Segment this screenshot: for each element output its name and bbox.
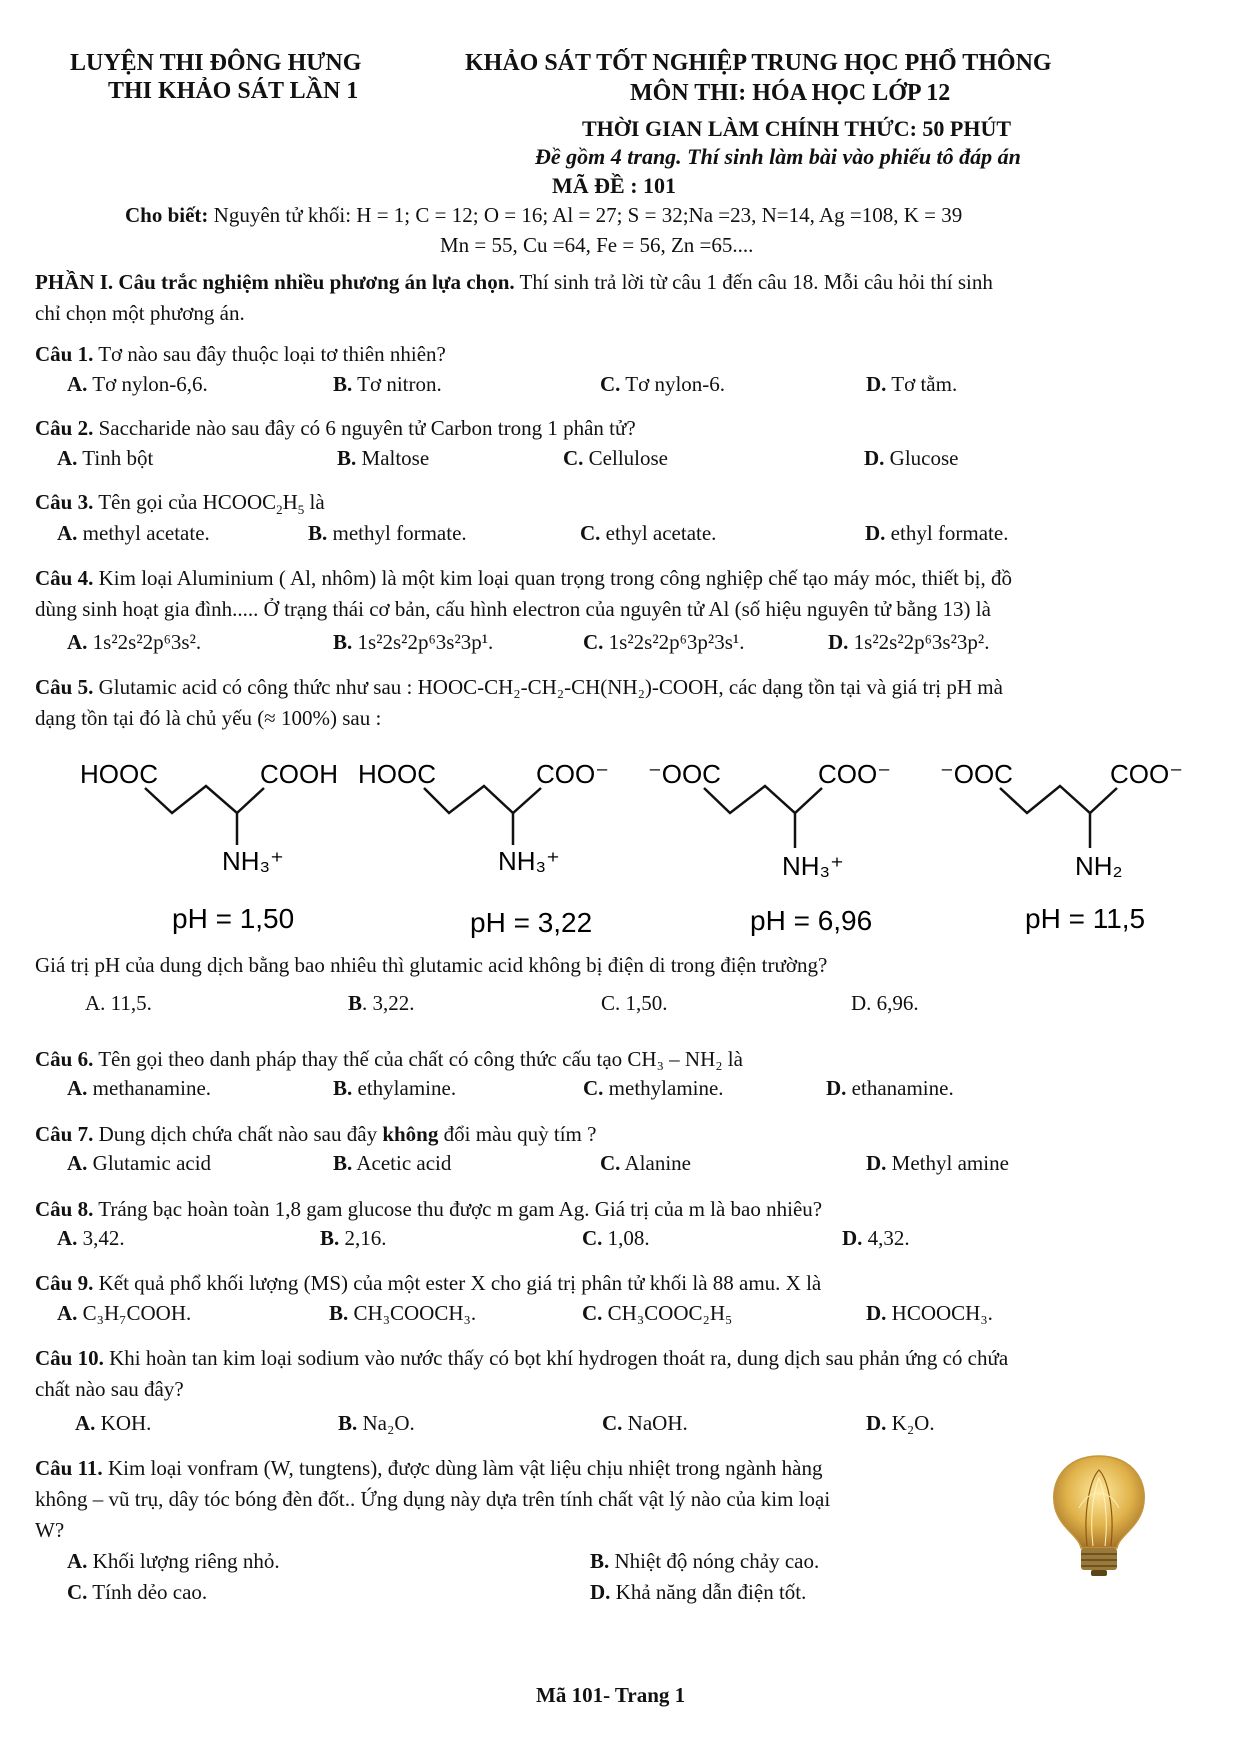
question-1 [35, 339, 1210, 370]
q8-text: Tráng bạc hoàn toàn 1,8 gam glucose thu được m gam Ag. Giá trị của m là bao nhiêu? [93, 1197, 823, 1221]
q8-option-c[interactable]: C. 1,08. [582, 1226, 650, 1250]
part-1-intro [35, 267, 1210, 329]
structure-ph-3-22 [424, 786, 541, 845]
q10-option-c[interactable]: C. NaOH. [602, 1411, 688, 1435]
question-4 [35, 563, 1210, 625]
q4-option-b[interactable]: B. 1s²2s²2p⁶3s²3p¹. [333, 630, 494, 654]
q11-option-b[interactable]: B. Nhiệt độ nóng chảy cao. [590, 1549, 820, 1573]
q2-option-b[interactable]: B. Maltose [337, 446, 430, 470]
q9-label: Câu 9. [35, 1271, 94, 1295]
q5-text-1: Glutamic acid có công thức như sau : HOOC-CH₂-CH₂-CH(NH₂)-COOH, các dạng tồn tại và giá trị pH mà [93, 675, 1003, 699]
structure-2-left-group: HOOC [358, 759, 436, 789]
q4-label: Câu 4. [35, 566, 94, 590]
structure-3-right-group: COO⁻ [818, 759, 891, 789]
q7-option-b[interactable]: B. Acetic acid [333, 1151, 452, 1175]
q2-option-d[interactable]: D. Glucose [864, 446, 959, 470]
q8-option-d[interactable]: D. 4,32. [842, 1226, 910, 1250]
q1-label: Câu 1. [35, 342, 94, 366]
structure-3-chain [704, 786, 822, 813]
exam-round: THI KHẢO SÁT LẦN 1 [108, 78, 359, 104]
q11-text-2: không – vũ trụ, dây tóc bóng đèn đốt.. Ứng dụng này dựa trên tính chất vật lý nào của kim loại [35, 1487, 831, 1511]
q10-label: Câu 10. [35, 1346, 104, 1370]
q6-option-a[interactable]: A. methanamine. [67, 1076, 212, 1100]
q3-option-c[interactable]: C. ethyl acetate. [580, 521, 717, 545]
structure-2-amine: NH₃⁺ [498, 846, 560, 876]
q3-text: Tên gọi của HCOOC [93, 490, 277, 514]
q3-option-d[interactable]: D. ethyl formate. [865, 521, 1009, 545]
q9-option-d[interactable]: D. HCOOCH₃. [866, 1301, 993, 1325]
question-2 [35, 413, 1210, 444]
q5-question: Giá trị pH của dung dịch bằng bao nhiêu thì glutamic acid không bị điện di trong điện trường? [35, 953, 828, 977]
structure-3-ph: pH = 6,96 [750, 905, 873, 936]
q5-option-d[interactable]: D. 6,96. [851, 991, 919, 1015]
q4-option-a[interactable]: A. 1s²2s²2p⁶3s². [67, 630, 202, 654]
given-line-1 [125, 203, 962, 228]
q3-option-b[interactable]: B. methyl formate. [308, 521, 467, 545]
q4-text-2: dùng sinh hoạt gia đình..... Ở trạng thái cơ bản, cấu hình electron của nguyên tử Al (số hiệu nguyên tử bằng 13) là [35, 597, 991, 621]
structure-ph-6-96 [704, 786, 822, 848]
q11-text-3: W? [35, 1518, 65, 1542]
q6-option-b[interactable]: B. ethylamine. [333, 1076, 457, 1100]
q10-option-b[interactable]: B. Na₂O. [338, 1411, 415, 1435]
structure-1-left-group: HOOC [80, 759, 158, 789]
part-1-text: Thí sinh trả lời từ câu 1 đến câu 18. Mỗi câu hỏi thí sinh [514, 270, 993, 294]
q7-label: Câu 7. [35, 1122, 94, 1146]
q6-text: Tên gọi theo danh pháp thay thế của chất có công thức cấu tạo CH₃ – NH₂ là [93, 1047, 743, 1071]
structure-ph-1-50 [145, 786, 264, 845]
q4-text-1: Kim loại Aluminium ( Al, nhôm) là một kim loại quan trọng trong công nghiệp chế tạo máy móc, thiết bị, đồ [93, 566, 1012, 590]
structure-2-ph: pH = 3,22 [470, 907, 593, 938]
given-label: Cho biết: [125, 203, 209, 227]
q1-option-d[interactable]: D. Tơ tằm. [866, 372, 958, 396]
subject-title: MÔN THI: HÓA HỌC LỚP 12 [630, 80, 951, 106]
question-11 [35, 1453, 995, 1546]
q5-option-c[interactable]: C. 1,50. [601, 991, 668, 1015]
q5-label: Câu 5. [35, 675, 94, 699]
q7-option-d[interactable]: D. Methyl amine [866, 1151, 1009, 1175]
q11-option-d[interactable]: D. Khả năng dẫn điện tốt. [590, 1580, 807, 1604]
exam-note: Đề gồm 4 trang. Thí sinh làm bài vào phiếu tô đáp án [535, 144, 1021, 169]
q11-text-1: Kim loại vonfram (W, tungtens), được dùng làm vật liệu chịu nhiệt trong ngành hàng [102, 1456, 823, 1480]
q3-label: Câu 3. [35, 490, 94, 514]
q3-option-a[interactable]: A. methyl acetate. [57, 521, 210, 545]
time-limit: THỜI GIAN LÀM CHÍNH THỨC: 50 PHÚT [582, 116, 1012, 141]
q8-option-b[interactable]: B. 2,16. [320, 1226, 387, 1250]
q10-text-1: Khi hoàn tan kim loại sodium vào nước thấy có bọt khí hydrogen thoát ra, dung dịch sau phản ứng có chứa [103, 1346, 1009, 1370]
q1-option-c[interactable]: C. Tơ nylon-6. [600, 372, 726, 396]
exam-code: MÃ ĐỀ : 101 [552, 173, 677, 198]
question-6 [35, 1044, 1210, 1075]
q6-label: Câu 6. [35, 1047, 94, 1071]
q7-option-a[interactable]: A. Glutamic acid [67, 1151, 212, 1175]
q7-emphasis: không [382, 1122, 439, 1146]
q11-option-a[interactable]: A. Khối lượng riêng nhỏ. [67, 1549, 280, 1573]
light-bulb-icon [1035, 1448, 1163, 1578]
given-line-2: Mn = 55, Cu =64, Fe = 56, Zn =65.... [440, 233, 754, 257]
q2-option-c[interactable]: C. Cellulose [563, 446, 668, 470]
q5-option-b[interactable]: B. 3,22. [348, 991, 415, 1015]
structure-1-right-group: COOH [260, 759, 338, 789]
q1-option-a[interactable]: A. Tơ nylon-6,6. [67, 372, 208, 396]
q2-text: Saccharide nào sau đây có 6 nguyên tử Carbon trong 1 phân tử? [93, 416, 636, 440]
q6-option-d[interactable]: D. ethanamine. [826, 1076, 954, 1100]
q9-option-b[interactable]: B. CH₃COOCH₃. [329, 1301, 477, 1325]
q7-option-c[interactable]: C. Alanine [600, 1151, 691, 1175]
part-1-text-2: chỉ chọn một phương án. [35, 301, 245, 325]
structure-1-amine: NH₃⁺ [222, 846, 284, 876]
question-3: Câu 3. Tên gọi của $HCOOC_2H_5$ là [35, 490, 325, 518]
q10-text-2: chất nào sau đây? [35, 1377, 184, 1401]
structure-3-left-group: ⁻OOC [648, 759, 721, 789]
structure-1-chain [145, 786, 264, 813]
q8-option-a[interactable]: A. 3,42. [57, 1226, 125, 1250]
q5-text-2: dạng tồn tại đó là chủ yếu (≈ 100%) sau : [35, 706, 382, 730]
q10-option-a[interactable]: A. KOH. [75, 1411, 152, 1435]
q4-option-d[interactable]: D. 1s²2s²2p⁶3s²3p². [828, 630, 990, 654]
page-footer: Mã 101- Trang 1 [536, 1683, 686, 1707]
question-8 [35, 1194, 1210, 1225]
exam-title: KHẢO SÁT TỐT NGHIỆP TRUNG HỌC PHỔ THÔNG [465, 50, 1052, 76]
structure-3-amine: NH₃⁺ [782, 851, 844, 881]
q1-option-b[interactable]: B. Tơ nitron. [333, 372, 442, 396]
q8-label: Câu 8. [35, 1197, 94, 1221]
q11-option-c[interactable]: C. Tính dẻo cao. [67, 1580, 208, 1604]
q5-option-a[interactable]: A. 11,5. [85, 991, 152, 1015]
structure-4-right-group: COO⁻ [1110, 759, 1183, 789]
question-5 [35, 672, 1210, 734]
q11-label: Câu 11. [35, 1456, 103, 1480]
structure-4-left-group: ⁻OOC [940, 759, 1013, 789]
q7-text-1: Dung dịch chứa chất nào sau đây [93, 1122, 383, 1146]
structure-4-ph: pH = 11,5 [1025, 903, 1146, 934]
q1-text: Tơ nào sau đây thuộc loại tơ thiên nhiên? [93, 342, 446, 366]
q9-option-a[interactable]: A. C₃H₇COOH. [57, 1301, 192, 1325]
given-text: Nguyên tử khối: H = 1; C = 12; O = 16; Al = 27; S = 32;Na =23, N=14, Ag =108, K = 39 [208, 203, 963, 227]
q4-option-c[interactable]: C. 1s²2s²2p⁶3p²3s¹. [583, 630, 745, 654]
part-1-title: PHẦN I. Câu trắc nghiệm nhiều phương án lựa chọn. [35, 270, 515, 294]
q9-option-c[interactable]: C. CH₃COOC₂H₅ [582, 1301, 733, 1325]
question-10 [35, 1343, 1210, 1405]
q9-text: Kết quả phổ khối lượng (MS) của một ester X cho giá trị phân tử khối là 88 amu. X là [93, 1271, 822, 1295]
question-9 [35, 1268, 1210, 1299]
structure-4-amine: NH₂ [1075, 851, 1123, 881]
q7-text-2: đổi màu quỳ tím ? [438, 1122, 597, 1146]
q2-option-a[interactable]: A. Tinh bột [57, 446, 154, 470]
structure-ph-11-5 [1000, 786, 1117, 848]
school-name: LUYỆN THI ĐÔNG HƯNG [70, 50, 362, 76]
structure-4-chain [1000, 786, 1117, 813]
glutamic-acid-structures [0, 750, 1241, 950]
structure-2-right-group: COO⁻ [536, 759, 609, 789]
q2-label: Câu 2. [35, 416, 94, 440]
structure-2-chain [424, 786, 541, 813]
structure-1-ph: pH = 1,50 [172, 903, 295, 934]
q6-option-c[interactable]: C. methylamine. [583, 1076, 724, 1100]
question-7 [35, 1119, 1210, 1150]
q10-option-d[interactable]: D. K₂O. [866, 1411, 935, 1435]
